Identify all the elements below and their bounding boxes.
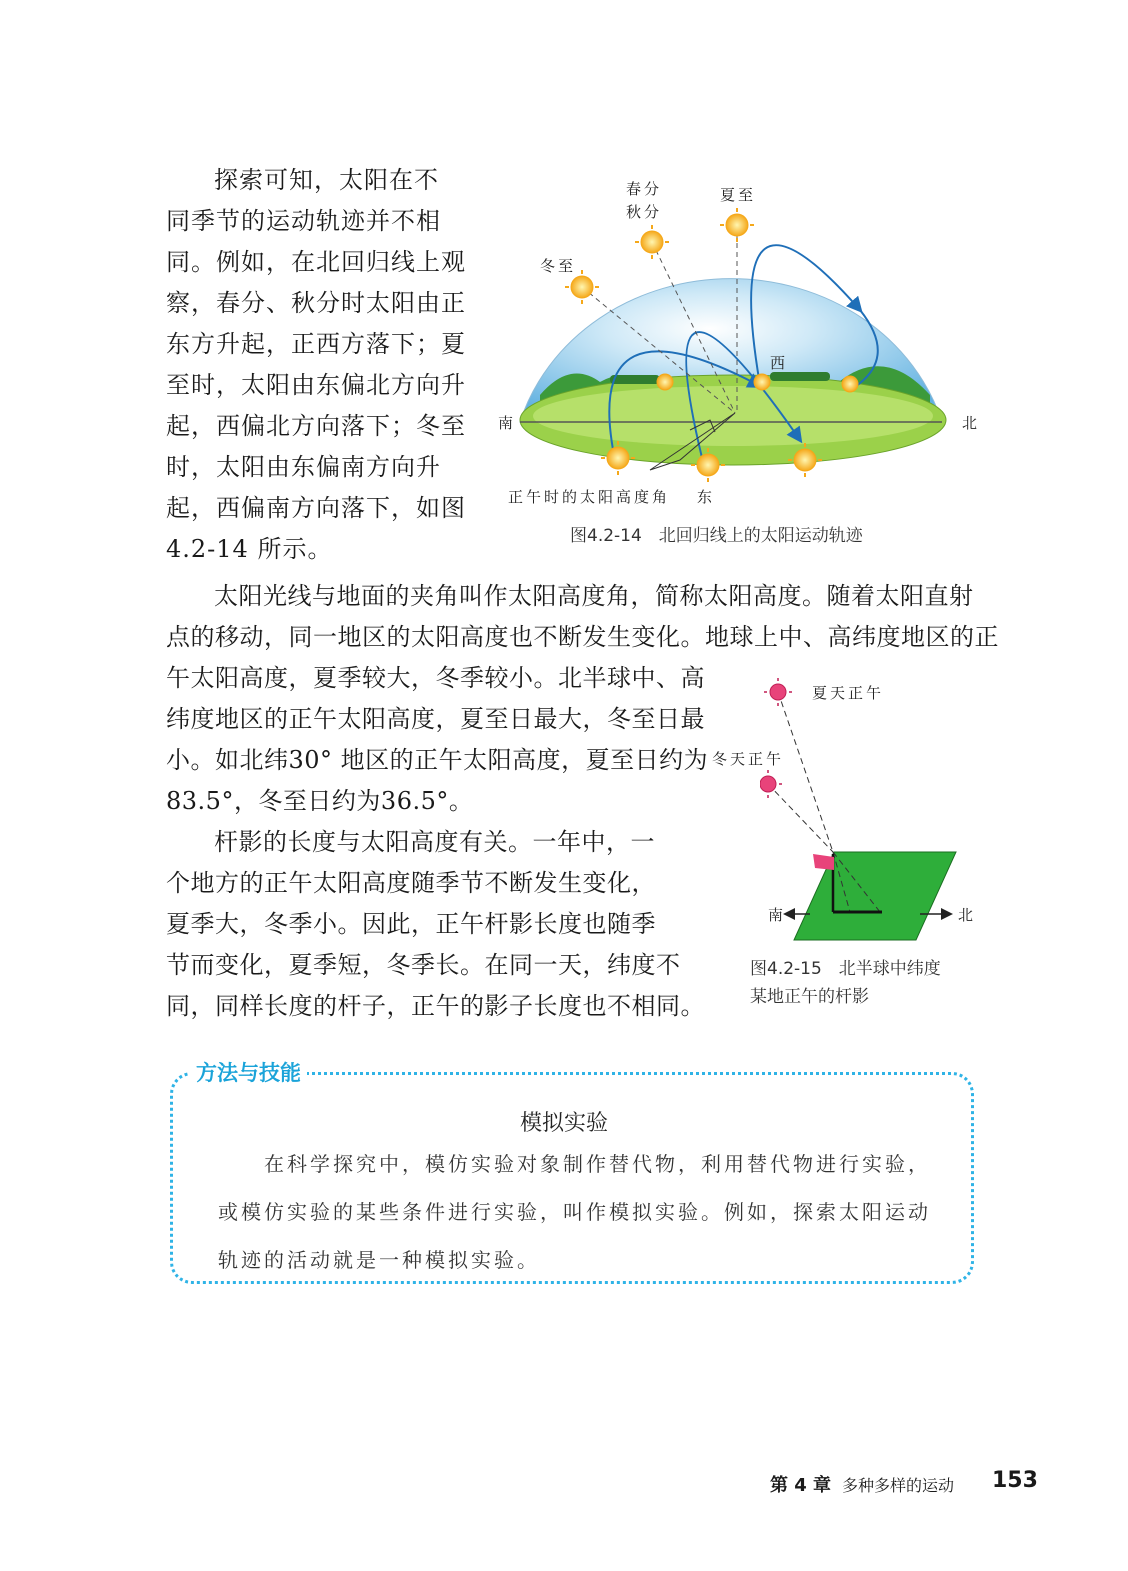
sun-icon: [770, 684, 786, 700]
text-line: 夏季大，冬季小。因此，正午杆影长度也随季: [166, 910, 656, 938]
label-south: 南: [768, 906, 787, 924]
label-east: 东: [697, 488, 716, 506]
label-summer-solstice: 夏至: [720, 186, 757, 204]
sun-icon: [760, 776, 776, 792]
text-line: 点的移动，同一地区的太阳高度也不断发生变化。地球上中、高纬度地区的正: [166, 623, 999, 651]
caption-line: 图4.2-15 北半球中纬度: [750, 959, 941, 979]
caption-line: 某地正午的杆影: [750, 987, 869, 1007]
sun-path-diagram: [500, 170, 980, 510]
text-line: 探索可知，太阳在不: [214, 166, 439, 194]
text-line: 起，西偏北方向落下；冬至: [166, 412, 466, 440]
text-line: 节而变化，夏季短，冬季长。在同一天，纬度不: [166, 951, 681, 979]
label-west: 西: [770, 354, 789, 372]
paragraph-intro: [166, 160, 466, 570]
label-equinox: 春分: [626, 180, 663, 198]
text-line: 83.5°，冬至日约为36.5°。: [166, 787, 474, 815]
text-line: 起，西偏南方向落下，如图: [166, 494, 466, 522]
label-angle: 正午时的太阳高度角: [508, 488, 671, 506]
label-south: 南: [498, 414, 517, 432]
text-line: 个地方的正午太阳高度随季节不断发生变化，: [166, 869, 656, 897]
paragraph-pole-shadow: [166, 822, 705, 1027]
text-line: 纬度地区的正午太阳高度，夏至日最大，冬至日最: [166, 705, 705, 733]
text-line: 或模仿实验的某些条件进行实验，叫作模拟实验。例如，探索太阳运动: [218, 1200, 931, 1224]
label-winter-solstice: 冬至: [540, 257, 577, 275]
text-line: 在科学探究中，模仿实验对象制作替代物，利用替代物进行实验，: [264, 1152, 931, 1176]
text-line: 至时，太阳由东偏北方向升: [166, 371, 466, 399]
footer-chapter: 第 4 章: [770, 1475, 832, 1496]
text-line: 时，太阳由东偏南方向升: [166, 453, 441, 481]
text-line: 午太阳高度，夏季较大，冬季较小。北半球中、高: [166, 664, 705, 692]
label-equinox: 秋分: [626, 203, 663, 221]
pole-shadow-diagram: [760, 676, 980, 946]
text-line: 轨迹的活动就是一种模拟实验。: [218, 1248, 540, 1272]
text-line: 东方升起，正西方落下；夏: [166, 330, 466, 358]
label-winter-noon: 冬天正午: [712, 750, 785, 768]
method-tab: 方法与技能: [190, 1058, 307, 1088]
text-line: 同季节的运动轨迹并不相: [166, 207, 441, 235]
text-line: 4.2-14 所示。: [166, 535, 333, 563]
text-line: 杆影的长度与太阳高度有关。一年中，一: [214, 828, 655, 856]
figure-caption: [750, 955, 941, 1011]
label-north: 北: [962, 414, 981, 432]
box-title: 模拟实验: [519, 1111, 608, 1136]
text-line: 小。如北纬30° 地区的正午太阳高度，夏至日约为: [166, 746, 709, 774]
text-line: 同。例如，在北回归线上观: [166, 248, 466, 276]
text-line: 察，春分、秋分时太阳由正: [166, 289, 466, 317]
text-line: 同，同样长度的杆子，正午的影子长度也不相同。: [166, 992, 705, 1020]
label-summer-noon: 夏天正午: [812, 684, 885, 702]
page-number: 153: [992, 1468, 1038, 1493]
text-line: 太阳光线与地面的夹角叫作太阳高度角，简称太阳高度。随着太阳直射: [214, 582, 974, 610]
flag-icon: [813, 854, 834, 870]
footer-title: 多种多样的运动: [842, 1476, 955, 1495]
figure-caption: 图4.2-14 北回归线上的太阳运动轨迹: [570, 526, 863, 546]
box-body: [218, 1140, 948, 1284]
label-north: 北: [958, 906, 977, 924]
